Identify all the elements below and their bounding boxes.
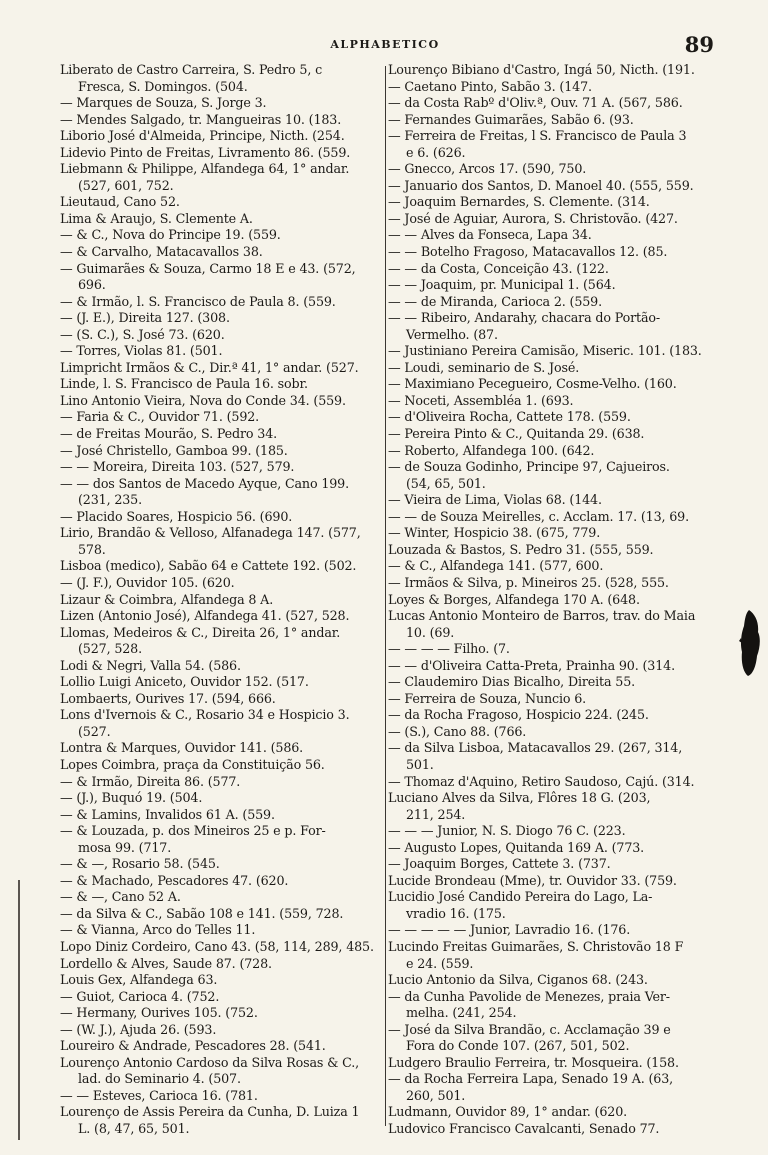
directory-entry-line: lad. do Seminario 4. (507. (78, 1071, 241, 1087)
directory-entry-line: 211, 254. (406, 806, 466, 822)
left-column (60, 62, 390, 1138)
directory-entry-line: Ludgero Braulio Ferreira, tr. Mosqueira. (158. (388, 1054, 679, 1070)
directory-entry-line: — (S. C.), S. José 73. (620. (60, 326, 225, 342)
directory-entry-line: — Hermany, Ourives 105. (752. (60, 1005, 258, 1021)
directory-entry-line: — Justiniano Pereira Camisão, Miseric. 101. (183. (388, 343, 702, 359)
directory-entry-line: — José da Silva Brandão, c. Acclamação 39 e (388, 1021, 671, 1037)
directory-entry-line: Loyes & Borges, Alfandega 170 A. (648. (388, 591, 640, 607)
directory-entry-line: — Vieira de Lima, Violas 68. (144. (388, 492, 602, 508)
directory-entry-line: — — Alves da Fonseca, Lapa 34. (388, 227, 592, 243)
directory-entry-line: Fresca, S. Domingos. (504. (78, 78, 248, 94)
directory-entry-line: — — Moreira, Direita 103. (527, 579. (60, 459, 295, 475)
directory-entry-line: Liberato de Castro Carreira, S. Pedro 5, c (60, 62, 323, 77)
directory-entry-line: Lizen (Antonio José), Alfandega 41. (527, 528. (60, 608, 350, 624)
directory-entry-line: — Pereira Pinto & C., Quitanda 29. (638. (388, 426, 645, 442)
directory-entry-line: Lidevio Pinto de Freitas, Livramento 86. (559. (60, 144, 351, 160)
directory-entry-line: Lucio Antonio da Silva, Ciganos 68. (243. (388, 972, 648, 988)
directory-entry-line: — Noceti, Assembléa 1. (693. (388, 392, 574, 408)
page-header (60, 32, 714, 62)
directory-entry-line: — de Souza Godinho, Principe 97, Cajueiros. (388, 459, 670, 475)
directory-entry-line: — Claudemiro Dias Bicalho, Direita 55. (388, 674, 636, 690)
directory-entry-line: Lollio Luigi Aniceto, Ouvidor 152. (517. (60, 674, 309, 690)
directory-entry-line: — Caetano Pinto, Sabão 3. (147. (388, 78, 592, 94)
directory-entry-line: — & Lamins, Invalidos 61 A. (559. (60, 806, 275, 822)
directory-entry-line: Lopes Coimbra, praça da Constituição 56. (60, 756, 325, 772)
directory-entry-line: — Winter, Hospicio 38. (675, 779. (388, 525, 601, 541)
directory-entry-line: — da Silva & C., Sabão 108 e 141. (559, 728. (60, 905, 344, 921)
directory-entry-line: (54, 65, 501. (406, 475, 486, 491)
directory-entry-line: Ludovico Francisco Cavalcanti, Senado 77. (388, 1121, 660, 1136)
directory-entry-line: — Joaquim Bernardes, S. Clemente. (314. (388, 194, 650, 210)
directory-entry-line: — Ferreira de Freitas, l S. Francisco de Paula 3 (388, 128, 687, 144)
directory-entry-line: Lombaerts, Ourives 17. (594, 666. (60, 690, 276, 706)
directory-entry-line: 578. (78, 541, 106, 557)
directory-entry-line: Liebmann & Philippe, Alfandega 64, 1° andar. (60, 161, 350, 177)
page-number: 89 (684, 32, 714, 57)
directory-entry-line: — (J. E.), Direita 127. (308. (60, 310, 230, 326)
directory-entry-line: — (J.), Buquó 19. (504. (60, 790, 203, 806)
directory-entry-line: — — — Junior, N. S. Diogo 76 C. (223. (388, 823, 626, 839)
directory-entry-line: Lourenço de Assis Pereira da Cunha, D. Luiza 1 (60, 1104, 360, 1120)
directory-entry-line: e 6. (626. (406, 144, 466, 160)
directory-entry-line: — Augusto Lopes, Quitanda 169 A. (773. (388, 839, 645, 855)
directory-entry-line: — — dos Santos de Macedo Ayque, Cano 199. (60, 475, 349, 491)
directory-entry-line: — Joaquim Borges, Cattete 3. (737. (388, 856, 611, 872)
directory-entry-line: Lucindo Freitas Guimarães, S. Christovão 18 F (388, 938, 684, 954)
directory-entry-line: — & C., Nova do Principe 19. (559. (60, 227, 281, 243)
directory-entry-line: — Marques de Souza, S. Jorge 3. (60, 95, 267, 111)
directory-entry-line: — & Machado, Pescadores 47. (620. (60, 872, 289, 888)
directory-entry-line: — — da Costa, Conceição 43. (122. (388, 260, 609, 276)
directory-entry-line: — — Joaquim, pr. Municipal 1. (564. (388, 277, 616, 293)
directory-entry-line: Llomas, Medeiros & C., Direita 26, 1° andar. (60, 624, 341, 640)
directory-entry-line: 10. (69. (406, 624, 455, 640)
directory-entry-line: — da Rocha Ferreira Lapa, Senado 19 A. (63, (388, 1071, 674, 1087)
directory-entry-line: — & C., Alfandega 141. (577, 600. (388, 558, 604, 574)
directory-entry-line: — & Irmão, Direita 86. (577. (60, 773, 241, 789)
directory-entry-line: — — — — Filho. (7. (388, 641, 510, 657)
directory-entry-line: — Irmãos & Silva, p. Mineiros 25. (528, 555. (388, 574, 669, 590)
directory-entry-line: — — Ribeiro, Andarahy, chacara do Portão- (388, 310, 661, 326)
directory-entry-line: — Januario dos Santos, D. Manoel 40. (555, 559. (388, 177, 694, 193)
directory-entry-line: e 24. (559. (406, 955, 474, 971)
directory-entry-line: Liborio José d'Almeida, Principe, Nicth. (254. (60, 128, 345, 144)
directory-entry-line: Lirio, Brandão & Velloso, Alfanadega 147. (577, (60, 525, 361, 541)
directory-entry-line: — (S.), Cano 88. (766. (388, 723, 527, 739)
ink-blot-mark (739, 608, 761, 678)
directory-entry-line: Limpricht Irmãos & C., Dir.ª 41, 1° andar. (527. (60, 359, 359, 375)
directory-entry-line: Lucas Antonio Monteiro de Barros, trav. do Maia (388, 608, 696, 624)
directory-entry-line: Lima & Araujo, S. Clemente A. (60, 210, 253, 226)
directory-entry-line: — & —, Cano 52 A. (60, 889, 181, 905)
directory-entry-line: — da Costa Rabº d'Oliv.ª, Ouv. 71 A. (567, 586. (388, 95, 683, 111)
directory-entry-line: — & —, Rosario 58. (545. (60, 856, 220, 872)
directory-entry-line: — Torres, Violas 81. (501. (60, 343, 223, 359)
directory-entry-line: Lourenço Antonio Cardoso da Silva Rosas & C., (60, 1054, 360, 1070)
directory-entry-line: Lordello & Alves, Saude 87. (728. (60, 955, 272, 971)
directory-entry-line: — — de Miranda, Carioca 2. (559. (388, 293, 602, 309)
directory-entry-line: — — de Souza Meirelles, c. Acclam. 17. (13, 69. (388, 508, 689, 524)
directory-entry-line: — Ferreira de Souza, Nuncio 6. (388, 690, 587, 706)
directory-entry-line: mosa 99. (717. (78, 839, 172, 855)
directory-entry-line: — & Louzada, p. dos Mineiros 25 e p. For- (60, 823, 326, 839)
directory-entry-line: — & Carvalho, Matacavallos 38. (60, 244, 263, 260)
directory-entry-line: Fora do Conde 107. (267, 501, 502. (406, 1038, 630, 1054)
directory-entry-line: — (W. J.), Ajuda 26. (593. (60, 1021, 217, 1037)
directory-entry-line: Lisboa (medico), Sabão 64 e Cattete 192. (502. (60, 558, 357, 574)
directory-entry-line: Loureiro & Andrade, Pescadores 28. (541. (60, 1038, 326, 1054)
directory-entry-line: melha. (241, 254. (406, 1005, 517, 1021)
directory-entry-line: Lucide Brondeau (Mme), tr. Ouvidor 33. (759. (388, 872, 677, 888)
directory-entry-line: (527. (78, 723, 111, 739)
directory-entry-line: — da Silva Lisboa, Matacavallos 29. (267, 314, (388, 740, 683, 756)
directory-entry-line: (231, 235. (78, 492, 142, 508)
directory-entry-line: — Gnecco, Arcos 17. (590, 750. (388, 161, 587, 177)
directory-entry-line: — Guimarães & Souza, Carmo 18 E e 43. (572, (60, 260, 356, 276)
directory-entry-line: (527, 528. (78, 641, 142, 657)
directory-entry-line: — — d'Oliveira Catta-Preta, Prainha 90. (314. (388, 657, 675, 673)
right-column (388, 62, 716, 1138)
running-head: ALPHABETICO (330, 38, 440, 51)
directory-entry-line: — Fernandes Guimarães, Sabão 6. (93. (388, 111, 634, 127)
directory-entry-line: 696. (78, 277, 106, 293)
directory-entry-line: Lieutaud, Cano 52. (60, 194, 180, 210)
directory-entry-line: — Mendes Salgado, tr. Mangueiras 10. (183. (60, 111, 342, 127)
margin-rule (18, 880, 20, 1140)
directory-entry-line: Ludmann, Ouvidor 89, 1° andar. (620. (388, 1104, 627, 1120)
directory-entry-line: Linde, l. S. Francisco de Paula 16. sobr. (60, 376, 308, 392)
directory-entry-line: — Faria & C., Ouvidor 71. (592. (60, 409, 260, 425)
directory-entry-line: (527, 601, 752. (78, 177, 174, 193)
directory-entry-line: — & Irmão, l. S. Francisco de Paula 8. (559. (60, 293, 336, 309)
directory-entry-line: 260, 501. (406, 1087, 466, 1103)
directory-entry-line: Lodi & Negri, Valla 54. (586. (60, 657, 241, 673)
directory-entry-line: — (J. F.), Ouvidor 105. (620. (60, 574, 235, 590)
directory-entry-line: — Maximiano Pecegueiro, Cosme-Velho. (160. (388, 376, 677, 392)
directory-entry-line: — Guiot, Carioca 4. (752. (60, 988, 220, 1004)
directory-entry-line: Lons d'Ivernois & C., Rosario 34 e Hospicio 3. (60, 707, 350, 723)
directory-entry-line: Louis Gex, Alfandega 63. (60, 972, 218, 988)
directory-entry-line: — da Cunha Pavolide de Menezes, praia Ver- (388, 988, 670, 1004)
directory-entry-line: Lizaur & Coimbra, Alfandega 8 A. (60, 591, 274, 607)
directory-entry-line: — de Freitas Mourão, S. Pedro 34. (60, 426, 278, 442)
column-divider (385, 66, 386, 1126)
directory-entry-line: Lopo Diniz Cordeiro, Cano 43. (58, 114, 289, 485. (60, 938, 374, 954)
directory-entry-line: Louzada & Bastos, S. Pedro 31. (555, 559. (388, 541, 654, 557)
directory-entry-line: — — — — — Junior, Lavradio 16. (176. (388, 922, 631, 938)
directory-entry-line: Lucidio José Candido Pereira do Lago, La- (388, 889, 653, 905)
directory-entry-line: Luciano Alves da Silva, Flôres 18 G. (203, (388, 790, 651, 806)
directory-entry-line: — Loudi, seminario de S. José. (388, 359, 580, 375)
directory-entry-line: — Thomaz d'Aquino, Retiro Saudoso, Cajú. (314. (388, 773, 695, 789)
directory-entry-line: — — Esteves, Carioca 16. (781. (60, 1087, 258, 1103)
directory-entry-line: Lontra & Marques, Ouvidor 141. (586. (60, 740, 304, 756)
directory-entry-line: — Roberto, Alfandega 100. (642. (388, 442, 595, 458)
directory-entry-line: Vermelho. (87. (406, 326, 498, 342)
directory-entry-line: — José de Aguiar, Aurora, S. Christovão. (427. (388, 210, 678, 226)
directory-entry-line: 501. (406, 756, 434, 772)
directory-entry-line: — & Vianna, Arco do Telles 11. (60, 922, 256, 938)
directory-entry-line: — d'Oliveira Rocha, Cattete 178. (559. (388, 409, 631, 425)
directory-entry-line: — Placido Soares, Hospicio 56. (690. (60, 508, 293, 524)
directory-entry-line: Lino Antonio Vieira, Nova do Conde 34. (559. (60, 392, 346, 408)
directory-entry-line: vradio 16. (175. (406, 905, 506, 921)
directory-entry-line: — da Rocha Fragoso, Hospicio 224. (245. (388, 707, 649, 723)
directory-entry-line: — — Botelho Fragoso, Matacavallos 12. (85. (388, 244, 668, 260)
directory-entry-line: — José Christello, Gamboa 99. (185. (60, 442, 288, 458)
directory-entry-line: L. (8, 47, 65, 501. (78, 1121, 190, 1136)
directory-entry-line: Lourenço Bibiano d'Castro, Ingá 50, Nicth. (191. (388, 62, 695, 77)
